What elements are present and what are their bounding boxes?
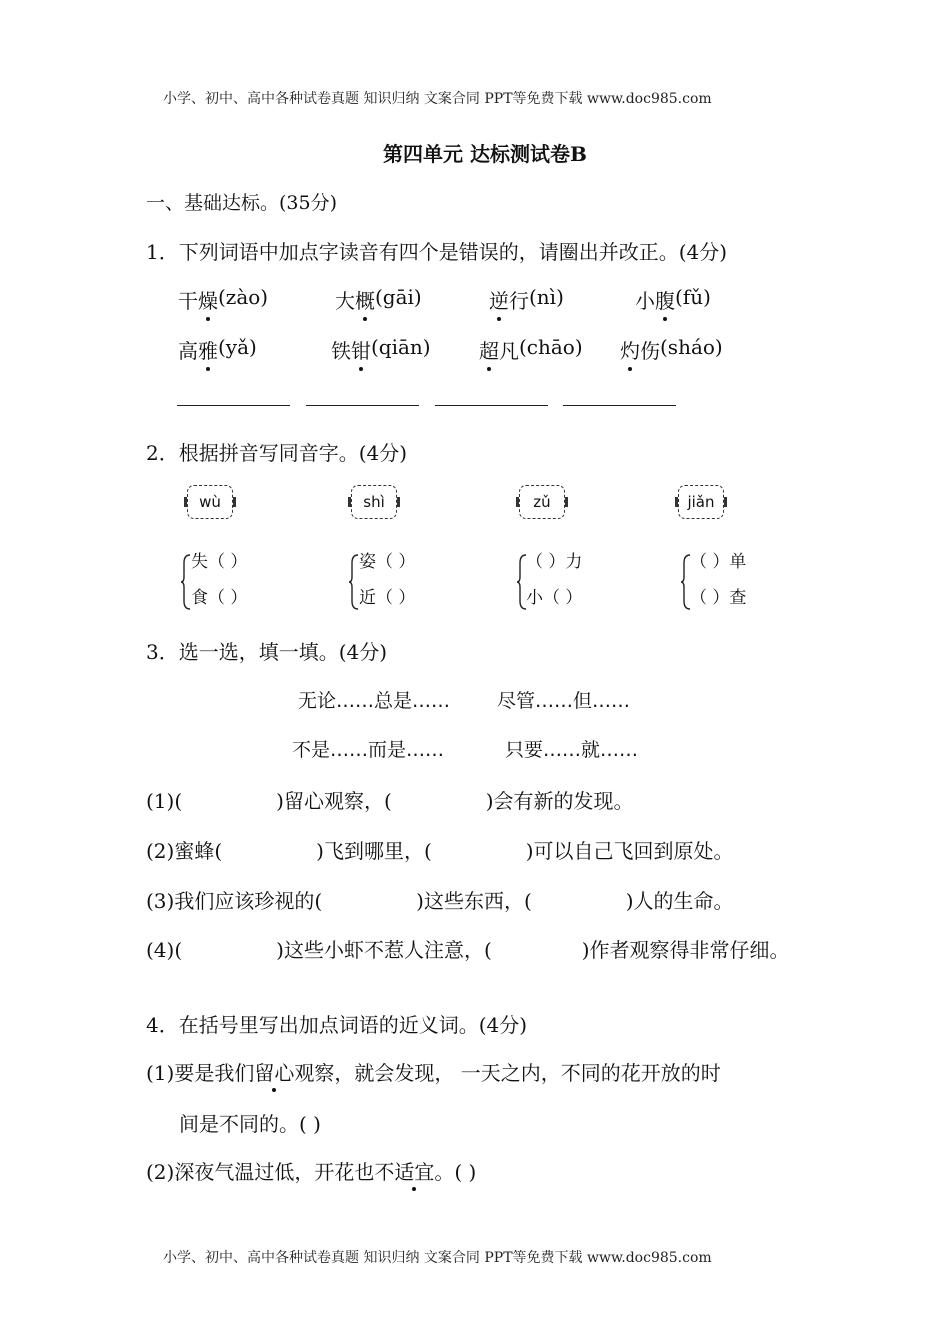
answer-blank[interactable] xyxy=(177,405,290,406)
pinyin-word: 铁 钳 (qiān) xyxy=(331,335,431,363)
question-1-prompt: 1．下列词语中加点字读音有四个是错误的，请圈出并改正。(4分) xyxy=(146,240,728,264)
word-pair: 失（ ） 食（ ） xyxy=(191,552,248,608)
word-pair: （ ）单 （ ）查 xyxy=(690,552,747,608)
page-header: 小学、初中、高中各种试卷真题 知识归纳 文案合同 PPT等免费下载 www.doc985.com xyxy=(163,91,712,107)
pinyin-word: 逆 行 (nì) xyxy=(489,285,564,313)
section-heading: 一、基础达标。(35分) xyxy=(146,192,338,214)
pinyin-box: jiǎn xyxy=(678,485,724,519)
q4-item-2: (2)深夜气温过低，开花也不适宜。( ) xyxy=(146,1160,477,1184)
pinyin-word: 灼 伤 (sháo) xyxy=(620,335,723,363)
dotted-char: 灼 xyxy=(620,335,640,364)
answer-blank[interactable] xyxy=(306,405,419,406)
dotted-char: 逆 xyxy=(489,285,509,314)
dotted-char: 雅 xyxy=(198,335,218,364)
pinyin-word: 干 燥 (zào) xyxy=(178,285,269,313)
pinyin-box: zǔ xyxy=(519,485,565,519)
question-2-prompt: 2．根据拼音写同音字。(4分) xyxy=(146,441,408,465)
answer-blank[interactable] xyxy=(435,405,548,406)
page-footer: 小学、初中、高中各种试卷真题 知识归纳 文案合同 PPT等免费下载 www.doc985.com xyxy=(163,1250,712,1266)
dotted-char: 钳 xyxy=(351,335,371,364)
pinyin-box: wù xyxy=(187,485,233,519)
word-pair: （ ）力 小（ ） xyxy=(526,552,583,608)
dotted-char: 燥 xyxy=(198,285,218,314)
fill-item: (3)我们应该珍视的( )这些东西，( )人的生命。 xyxy=(146,889,734,913)
question-3-prompt: 3．选一选，填一填。(4分) xyxy=(146,640,388,664)
pinyin-word: 超 凡 (chāo) xyxy=(479,335,583,363)
conjunction-option: 尽管……但…… xyxy=(497,690,631,712)
q4-item-1: (1)要是我们留心观察，就会发现， 一天之内，不同的花开放的时 xyxy=(146,1061,721,1085)
pinyin-word: 高 雅 (yǎ) xyxy=(178,335,257,363)
fill-item: (4)( )这些小虾不惹人注意，( )作者观察得非常仔细。 xyxy=(146,938,790,962)
answer-blank[interactable] xyxy=(563,405,676,406)
question-4-prompt: 4．在括号里写出加点词语的近义词。(4分) xyxy=(146,1013,528,1037)
dotted-word: 适宜 xyxy=(394,1160,435,1184)
dotted-word: 留心 xyxy=(254,1061,295,1085)
conjunction-option: 无论……总是…… xyxy=(298,690,451,712)
dotted-char: 概 xyxy=(355,285,375,314)
pinyin-box: shì xyxy=(351,485,397,519)
dotted-char: 腹 xyxy=(655,285,675,314)
conjunction-option: 只要……就…… xyxy=(505,739,639,761)
fill-item: (2)蜜蜂( )飞到哪里，( )可以自己飞回到原处。 xyxy=(146,839,734,863)
pinyin-word: 小 腹 (fǔ) xyxy=(635,285,711,313)
word-pair: 姿（ ） 近（ ） xyxy=(359,552,416,608)
dotted-char: 超 xyxy=(479,335,499,364)
q4-item-1-cont: 间是不同的。( ) xyxy=(179,1112,321,1136)
conjunction-option: 不是……而是…… xyxy=(292,739,445,761)
page-title: 第四单元 达标测试卷B xyxy=(383,142,587,166)
fill-item: (1)( )留心观察，( )会有新的发现。 xyxy=(146,789,634,813)
pinyin-word: 大 概 (gāi) xyxy=(335,285,422,313)
